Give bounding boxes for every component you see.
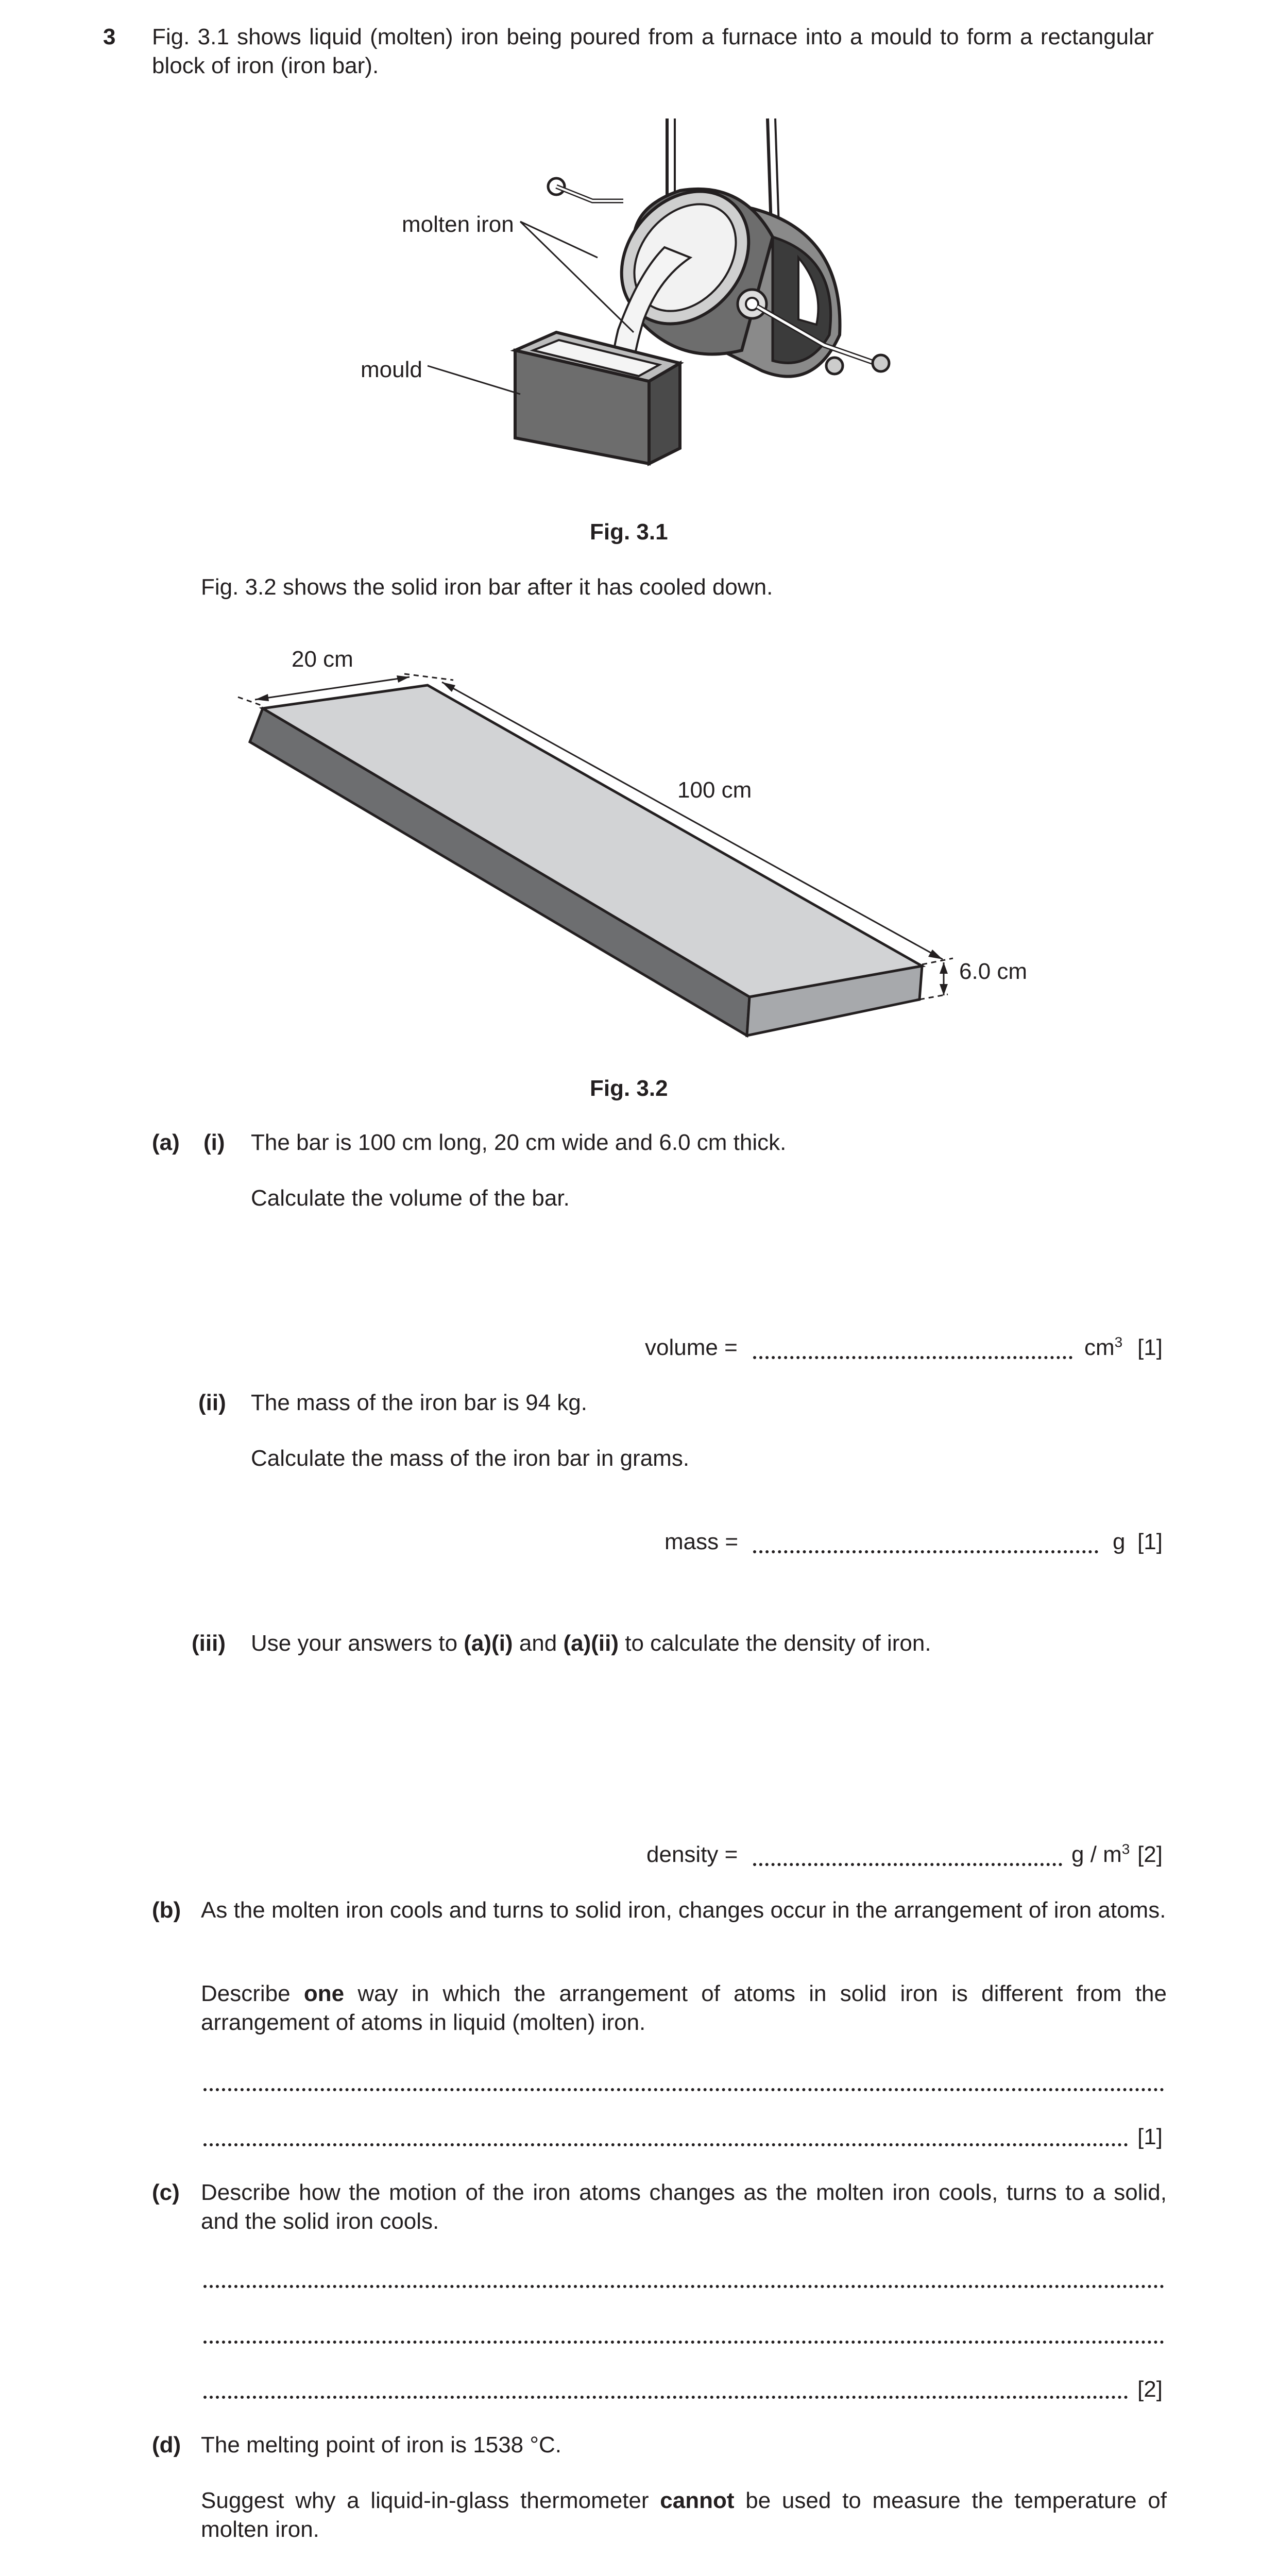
part-c-answer-line-1[interactable] [203,2285,1164,2288]
label-mould: mould [361,357,422,382]
part-a-ii-text1: The mass of the iron bar is 94 kg. [251,1390,587,1415]
label-molten-iron: molten iron [402,212,514,237]
density-unit: g / $m^3$ [1071,1841,1130,1867]
part-b-answer-line-2[interactable] [203,2143,1128,2146]
fig-3-1-caption: Fig. 3.1 [590,519,668,545]
mass-answer-line[interactable] [753,1550,1098,1553]
fig-3-2-intro: Fig. 3.2 shows the solid iron bar after it has cooled down. [201,574,773,600]
part-b-text1: As the molten iron cools and turns to solid iron, changes occur in the arrangement of iron atoms. [201,1897,1166,1923]
density-unit-exponent: 3 [1121,1841,1130,1857]
label-thickness-6cm: 6.0 cm [959,959,1028,984]
density-answer-label: density = [646,1842,738,1867]
part-b-answer-line-1[interactable] [203,2088,1164,2091]
volume-unit-exponent: 3 [1114,1334,1123,1350]
part-b-marks: [1] [1137,2124,1163,2149]
part-a-iii-marks: [2] [1137,1842,1163,1867]
question-number: 3 [103,24,116,49]
volume-answer-label: volume = [645,1335,738,1360]
part-d-text1: The melting point of iron is 1538 °C. [201,2432,561,2458]
part-a-iii-text: Use your answers to (a)(i) and (a)(ii) to calculate the density of iron. [251,1631,931,1656]
density-answer-line[interactable] [753,1863,1062,1866]
part-a-ii-text2: Calculate the mass of the iron bar in grams. [251,1446,690,1471]
part-c-answer-line-3[interactable] [203,2396,1128,2399]
part-a-i-marks: [1] [1137,1335,1163,1360]
part-a-label: (a) [152,1130,180,1155]
part-c-label: (c) [152,2180,180,2205]
part-d-text2: Suggest why a liquid-in-glass thermometer cannot be used to measure the temperature of molten iron. [201,2488,1167,2542]
mass-unit: g [1113,1529,1126,1554]
part-d-label: (d) [152,2432,181,2458]
part-a-ii-marks: [1] [1137,1529,1163,1554]
mass-answer-label: mass = [664,1529,739,1554]
part-b-text2: Describe one way in which the arrangement of atoms in solid iron is different from the arrangement of atoms in liquid (molten) iron. [201,1981,1167,2035]
label-width-20cm: 20 cm [292,647,353,672]
part-a-iii-label: (iii) [192,1631,226,1656]
part-c-marks: [2] [1137,2377,1163,2402]
volume-answer-line[interactable] [753,1356,1072,1359]
label-length-100cm: 100 cm [677,777,752,803]
part-c-text1: Describe how the motion of the iron atoms changes as the molten iron cools, turns to a solid, and the solid iron cools. [201,2180,1167,2234]
part-c-answer-line-2[interactable] [203,2341,1164,2344]
part-a-i-text1: The bar is 100 cm long, 20 cm wide and 6.0 cm thick. [251,1130,787,1155]
part-a-ii-label: (ii) [198,1390,226,1415]
part-a-i-text2: Calculate the volume of the bar. [251,1185,570,1211]
part-b-label: (b) [152,1897,181,1923]
fig-3-1-furnace-illustration [350,103,917,474]
volume-unit: $cm^3$ [1084,1334,1123,1360]
question-intro: Fig. 3.1 shows liquid (molten) iron being poured from a furnace into a mould to form a rectangular block of iron (iron bar). [152,24,1154,78]
part-a-i-label: (i) [203,1130,225,1155]
fig-3-2-caption: Fig. 3.2 [590,1076,668,1101]
